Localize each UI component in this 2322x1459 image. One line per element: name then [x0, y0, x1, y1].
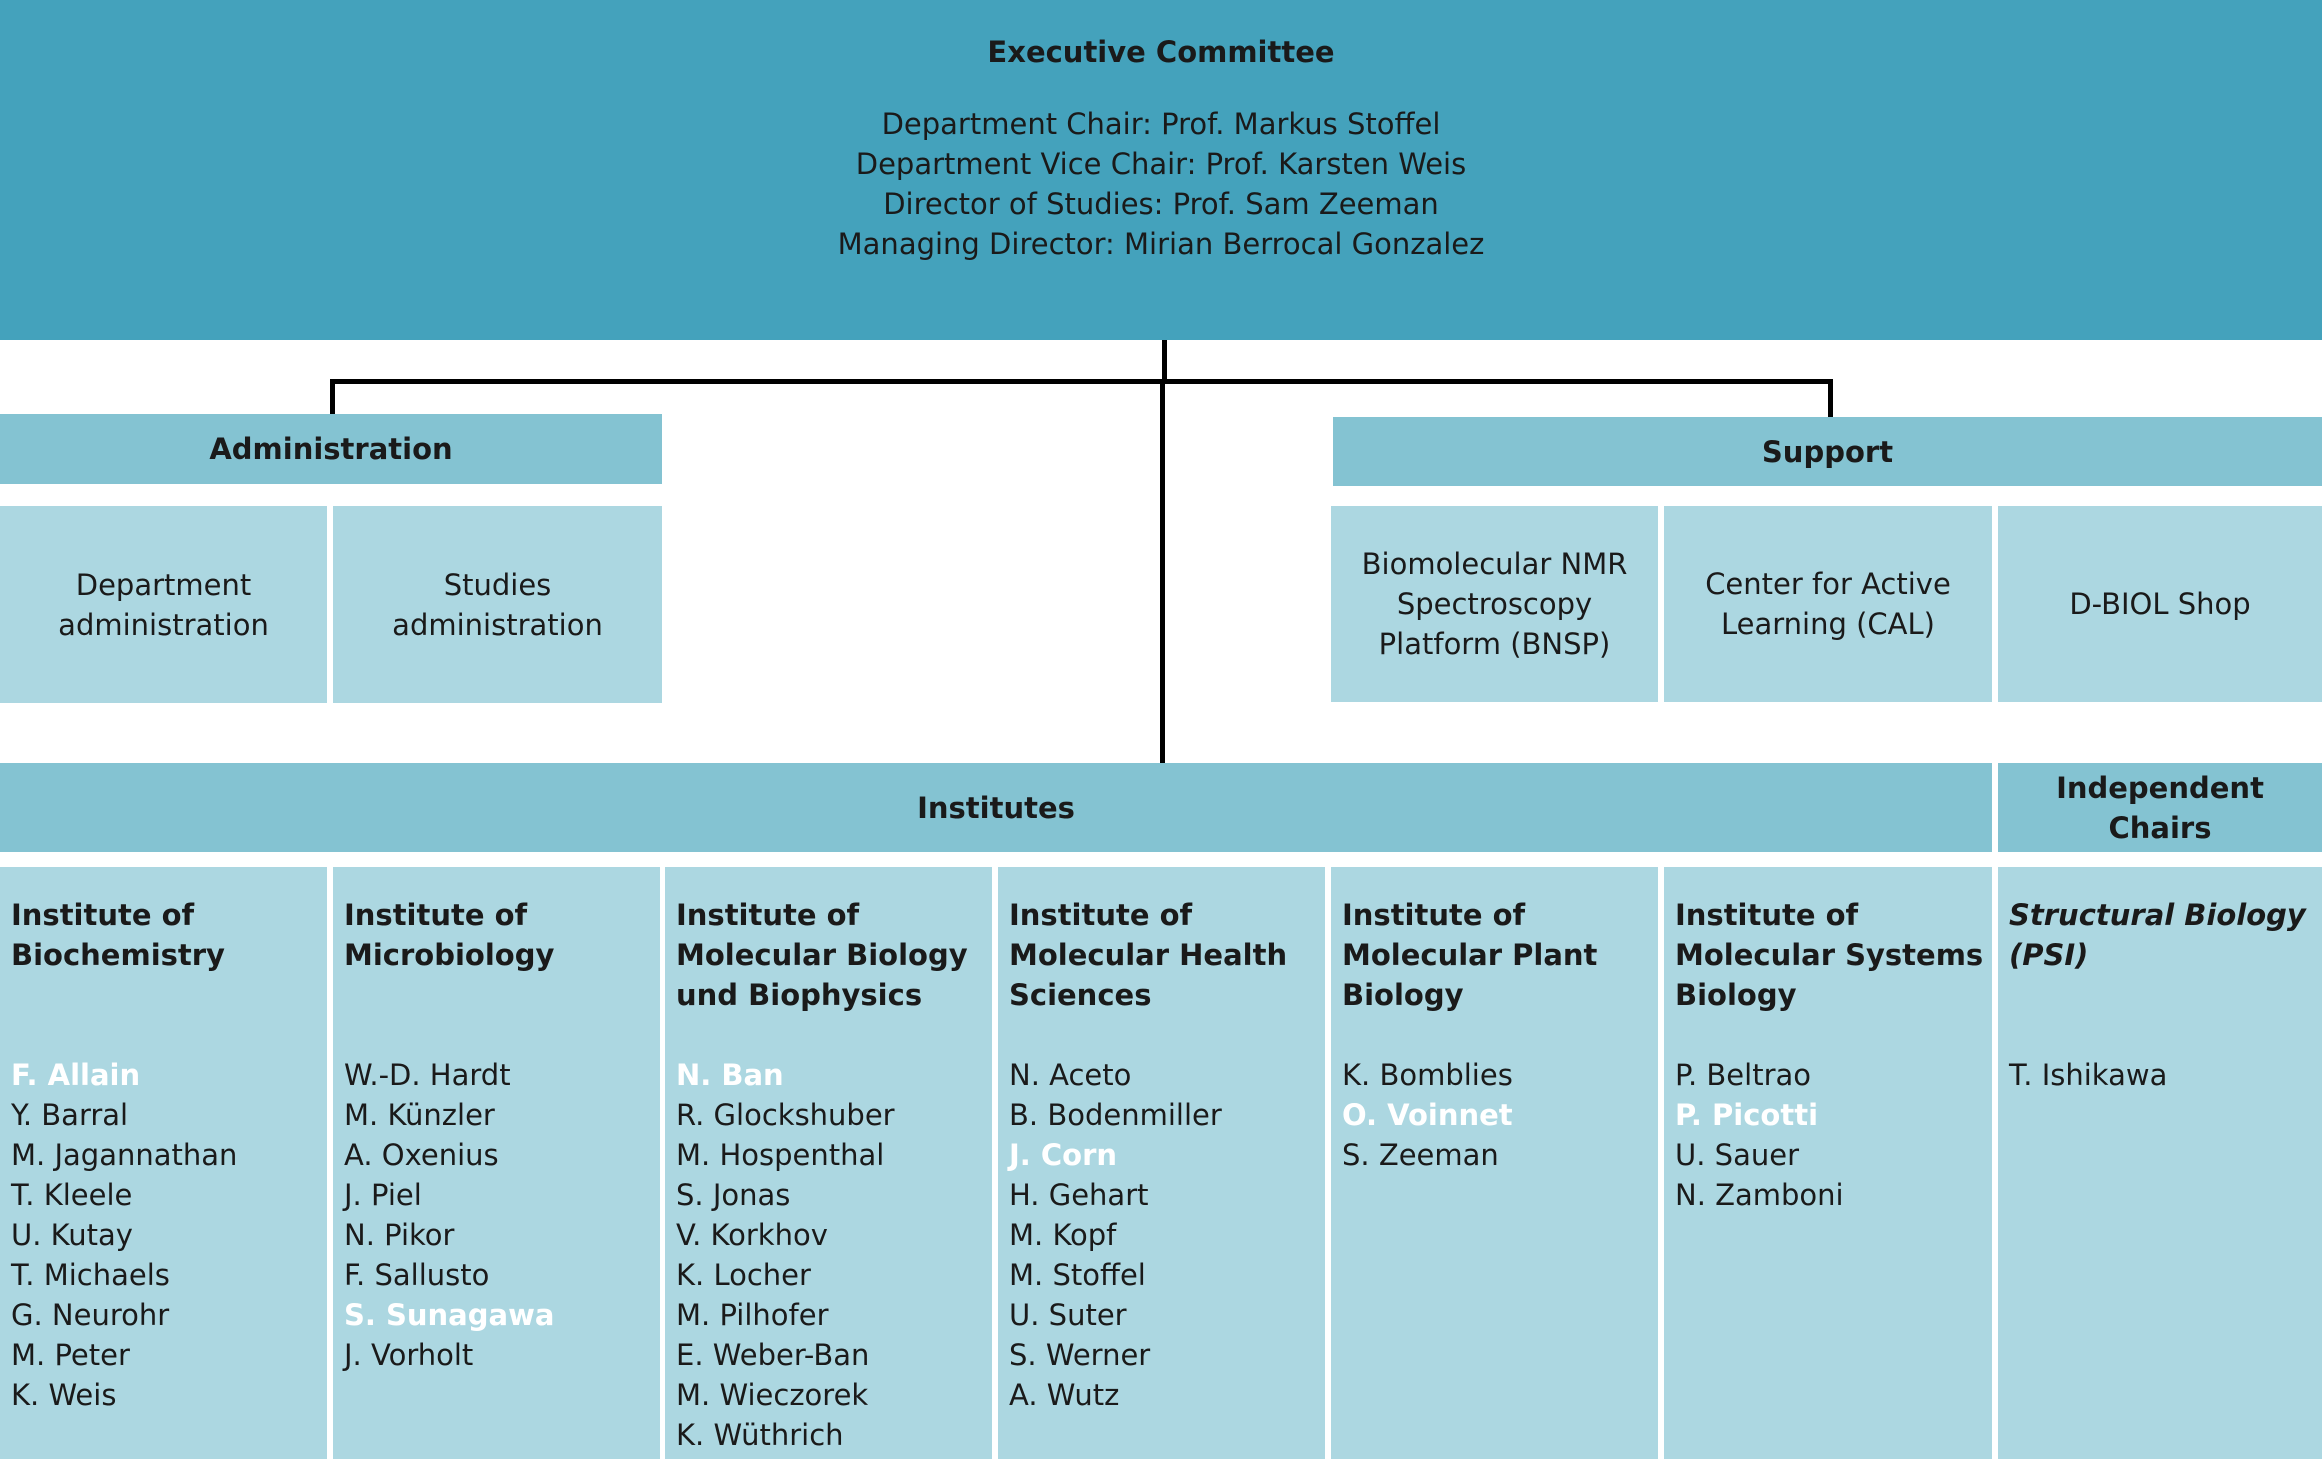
member-name: M. Jagannathan — [11, 1138, 238, 1172]
support-title: Support — [1761, 434, 1894, 469]
member-name: T. Ishikawa — [2009, 1058, 2168, 1092]
member-name: S. Sunagawa — [344, 1298, 555, 1332]
cal-label: Center for Active Learning (CAL) — [1705, 567, 1951, 641]
institute-column — [665, 867, 992, 1459]
member-name: M. Kopf — [1009, 1218, 1117, 1252]
executive-committee-title: Executive Committee — [987, 35, 1335, 69]
cal-box — [1664, 506, 1992, 702]
institute-column — [1331, 867, 1658, 1459]
member-name: N. Pikor — [344, 1218, 455, 1252]
institute-title: Institute of Molecular Plant Biology — [1342, 898, 1598, 1012]
institute-column — [1664, 867, 1992, 1459]
member-name: M. Peter — [11, 1338, 130, 1372]
connector-trunk-upper — [1162, 340, 1167, 384]
institutes-header — [0, 763, 1992, 852]
member-name: K. Wüthrich — [676, 1418, 844, 1452]
department-administration-box — [0, 506, 327, 703]
dbiol-shop-box — [1998, 506, 2322, 702]
member-name: K. Bomblies — [1342, 1058, 1513, 1092]
member-name: A. Oxenius — [344, 1138, 499, 1172]
connector-horizontal — [330, 379, 1833, 384]
support-header — [1333, 417, 2322, 486]
department-administration-label: Department administration — [58, 567, 269, 642]
member-name: T. Kleele — [11, 1178, 133, 1212]
executive-committee-box — [0, 0, 2322, 340]
member-name: S. Zeeman — [1342, 1138, 1499, 1172]
studies-administration-label: Studies administration — [392, 567, 603, 642]
member-name: F. Allain — [11, 1058, 141, 1092]
independent-chairs-header — [1998, 763, 2322, 852]
member-name: M. Stoffel — [1009, 1258, 1146, 1292]
institute-title: Institute of Biochemistry — [11, 898, 225, 972]
member-name: G. Neurohr — [11, 1298, 170, 1332]
member-name: Y. Barral — [11, 1098, 129, 1132]
member-name: M. Pilhofer — [676, 1298, 829, 1332]
member-name: O. Voinnet — [1342, 1098, 1513, 1132]
member-name: N. Aceto — [1009, 1058, 1132, 1092]
connector-admin-drop — [330, 379, 335, 414]
member-name: M. Künzler — [344, 1098, 495, 1132]
executive-line: Director of Studies: Prof. Sam Zeeman — [883, 187, 1439, 221]
institute-title: Institute of Molecular Biology und Biophysics — [676, 898, 968, 1012]
member-name: U. Kutay — [11, 1218, 133, 1252]
connector-trunk-lower — [1160, 379, 1165, 763]
member-name: T. Michaels — [11, 1258, 170, 1292]
connector-support-drop — [1828, 379, 1833, 417]
executive-line: Department Vice Chair: Prof. Karsten Weis — [855, 147, 1467, 181]
member-name: F. Sallusto — [344, 1258, 490, 1292]
institute-column — [998, 867, 1325, 1459]
member-name: J. Piel — [344, 1178, 422, 1212]
member-name: S. Werner — [1009, 1338, 1151, 1372]
member-name: P. Beltrao — [1675, 1058, 1812, 1092]
member-name: H. Gehart — [1009, 1178, 1149, 1212]
member-name: J. Vorholt — [344, 1338, 474, 1372]
member-name: S. Jonas — [676, 1178, 791, 1212]
member-name: V. Korkhov — [676, 1218, 828, 1252]
member-name: U. Sauer — [1675, 1138, 1799, 1172]
member-name: K. Weis — [11, 1378, 117, 1412]
member-name: P. Picotti — [1675, 1098, 1819, 1132]
institute-title: Institute of Molecular Systems Biology — [1675, 898, 1984, 1012]
administration-title: Administration — [209, 432, 453, 466]
institute-title: Structural Biology (PSI) — [2009, 898, 2306, 972]
executive-line: Managing Director: Mirian Berrocal Gonzalez — [837, 227, 1485, 261]
independent-chairs-title: Independent Chairs — [2056, 770, 2264, 845]
administration-header — [0, 414, 662, 484]
institute-title: Institute of Molecular Health Sciences — [1009, 898, 1288, 1012]
institute-column — [0, 867, 327, 1459]
dbiol-shop-label: D-BIOL Shop — [2069, 587, 2251, 621]
member-name: N. Ban — [676, 1058, 784, 1092]
member-name: B. Bodenmiller — [1009, 1098, 1222, 1132]
institutes-title: Institutes — [917, 790, 1075, 825]
member-name: J. Corn — [1009, 1138, 1118, 1172]
bnsp-label: Biomolecular NMR Spectroscopy Platform (BNSP) — [1361, 547, 1628, 661]
bnsp-box — [1331, 506, 1658, 702]
member-name: M. Hospenthal — [676, 1138, 885, 1172]
member-name: R. Glockshuber — [676, 1098, 895, 1132]
institute-column — [333, 867, 660, 1459]
member-name: U. Suter — [1009, 1298, 1127, 1332]
member-name: E. Weber-Ban — [676, 1338, 870, 1372]
studies-administration-box — [333, 506, 662, 703]
member-name: W.-D. Hardt — [344, 1058, 511, 1092]
executive-line: Department Chair: Prof. Markus Stoffel — [881, 107, 1441, 141]
institute-title: Institute of Microbiology — [344, 898, 555, 972]
member-name: A. Wutz — [1009, 1378, 1120, 1412]
member-name: M. Wieczorek — [676, 1378, 869, 1412]
institute-column — [1998, 867, 2322, 1459]
member-name: K. Locher — [676, 1258, 811, 1292]
member-name: N. Zamboni — [1675, 1178, 1844, 1212]
